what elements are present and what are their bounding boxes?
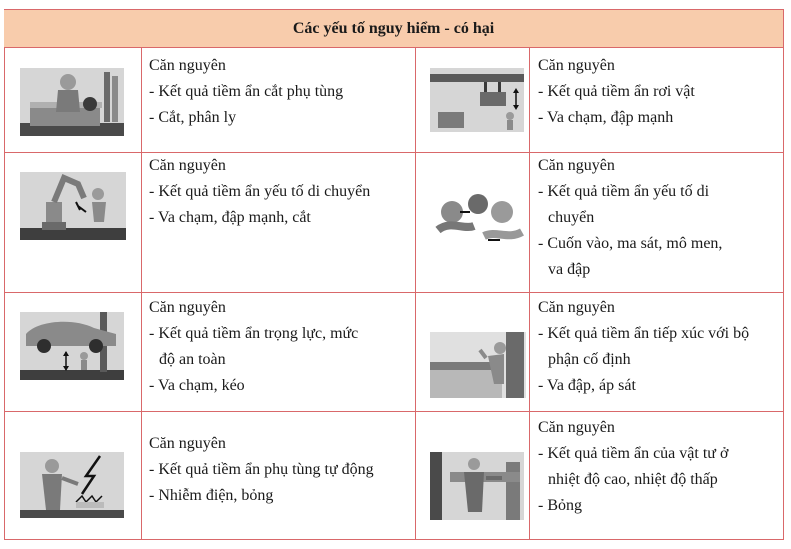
hazard-line: - Kết quả tiềm ẩn cắt phụ tùng bbox=[149, 83, 344, 100]
hazard-line: - Va đập, áp sát bbox=[538, 377, 636, 394]
hazard-cell bbox=[149, 153, 370, 231]
hazard-heading: Căn nguyên bbox=[538, 419, 615, 436]
hazard-line: - Va chạm, đập mạnh bbox=[538, 109, 674, 126]
hazard-line: - Bỏng bbox=[538, 497, 582, 514]
hazard-cell bbox=[149, 53, 343, 131]
hazard-cell bbox=[149, 431, 374, 509]
column-divider bbox=[141, 48, 142, 539]
hazard-heading: Căn nguyên bbox=[149, 435, 226, 452]
hazard-heading: Căn nguyên bbox=[538, 157, 615, 174]
hazard-heading: Căn nguyên bbox=[149, 299, 226, 316]
hazard-line: - Kết quả tiềm ẩn rơi vật bbox=[538, 83, 695, 100]
pinch-point-icon bbox=[430, 332, 526, 398]
hazard-line: - Kết quả tiềm ẩn yếu tố di bbox=[538, 183, 710, 200]
falling-object-icon bbox=[430, 68, 524, 132]
hazard-line: va đập bbox=[548, 261, 591, 278]
hot-pipe-burn-icon bbox=[430, 452, 524, 520]
electric-shock-icon bbox=[20, 452, 124, 518]
hazard-heading: Căn nguyên bbox=[538, 57, 615, 74]
column-divider bbox=[529, 48, 530, 539]
row-divider bbox=[4, 411, 783, 412]
hazard-cell bbox=[538, 153, 722, 283]
hazard-line: độ an toàn bbox=[159, 351, 226, 368]
column-divider bbox=[415, 48, 416, 539]
hazard-cell bbox=[538, 53, 695, 131]
hazard-line: - Kết quả tiềm ẩn tiếp xúc với bộ bbox=[538, 325, 750, 342]
hazard-line: - Kết quả tiềm ẩn yếu tố di chuyển bbox=[149, 183, 371, 200]
hazard-heading: Căn nguyên bbox=[149, 157, 226, 174]
hazard-heading: Căn nguyên bbox=[149, 57, 226, 74]
hazard-line: - Nhiễm điện, bỏng bbox=[149, 487, 274, 504]
car-lift-icon bbox=[20, 312, 124, 380]
row-divider bbox=[4, 292, 783, 293]
table-title: Các yếu tố nguy hiểm - có hại bbox=[4, 9, 783, 48]
hazard-line: - Kết quả tiềm ẩn phụ tùng tự động bbox=[149, 461, 374, 478]
hazard-line: - Cắt, phân ly bbox=[149, 109, 237, 126]
rotating-gears-icon bbox=[430, 190, 528, 256]
cutting-worker-icon bbox=[20, 68, 124, 136]
hazard-cell bbox=[538, 295, 749, 399]
hazard-line: - Kết quả tiềm ẩn của vật tư ở bbox=[538, 445, 729, 462]
hazard-line: phận cố định bbox=[548, 351, 631, 368]
hazard-line: chuyển bbox=[548, 209, 595, 226]
hazard-line: - Va chạm, kéo bbox=[149, 377, 245, 394]
hazard-cell bbox=[538, 415, 728, 519]
hazard-line: - Va chạm, đập mạnh, cắt bbox=[149, 209, 311, 226]
hazard-cell bbox=[149, 295, 358, 399]
hazard-line: - Kết quả tiềm ẩn trọng lực, mức bbox=[149, 325, 359, 342]
hazard-line: nhiệt độ cao, nhiệt độ thấp bbox=[548, 471, 718, 488]
hazard-line: - Cuốn vào, ma sát, mô men, bbox=[538, 235, 723, 252]
robot-arm-icon bbox=[20, 172, 126, 240]
hazard-heading: Căn nguyên bbox=[538, 299, 615, 316]
